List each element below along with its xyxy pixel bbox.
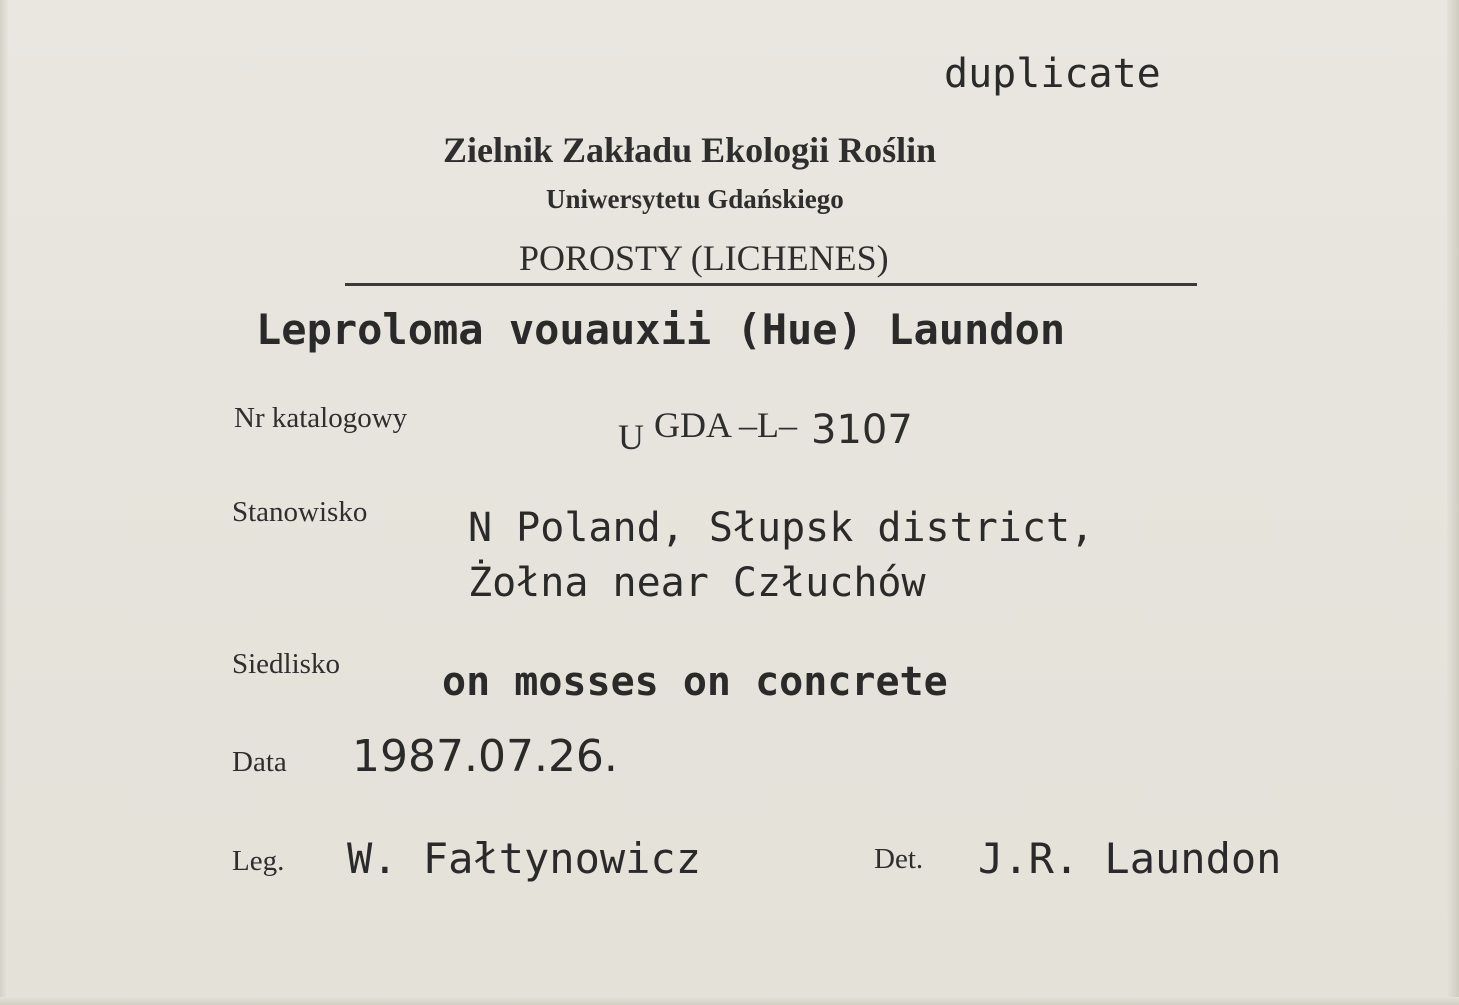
catalog-code: GDA –L– <box>654 405 797 445</box>
paper-edge-left <box>0 0 8 1005</box>
catalog-prefix: U <box>618 417 644 457</box>
locality-line-2: Żołna near Człuchów <box>468 560 926 606</box>
locality-line-1: N Poland, Słupsk district, <box>468 505 1095 551</box>
header-divider <box>345 283 1197 286</box>
institution-title: Zielnik Zakładu Ekologii Roślin <box>443 130 937 170</box>
determiner-label: Det. <box>874 843 924 875</box>
habitat-label: Siedlisko <box>232 648 340 680</box>
catalog-number-value: 3107 <box>811 407 913 453</box>
date-value: 1987.07.26. <box>352 731 618 782</box>
determiner-value: J.R. Laundon <box>978 834 1282 883</box>
collection-group: POROSTY (LICHENES) <box>519 238 889 278</box>
paper-edge-bottom <box>0 997 1459 1005</box>
collector-label: Leg. <box>232 845 285 877</box>
locality-label: Stanowisko <box>232 496 368 528</box>
habitat-value: on mosses on concrete <box>442 659 948 705</box>
institution-subtitle: Uniwersytetu Gdańskiego <box>546 184 844 214</box>
duplicate-stamp: duplicate <box>944 51 1161 97</box>
collector-value: W. Fałtynowicz <box>347 834 702 883</box>
paper-edge-right <box>1447 0 1459 1005</box>
catalog-label: Nr katalogowy <box>234 402 408 434</box>
catalog-number <box>618 404 913 457</box>
date-label: Data <box>232 746 287 778</box>
species-name: Leproloma vouauxii (Hue) Laundon <box>256 305 1066 354</box>
